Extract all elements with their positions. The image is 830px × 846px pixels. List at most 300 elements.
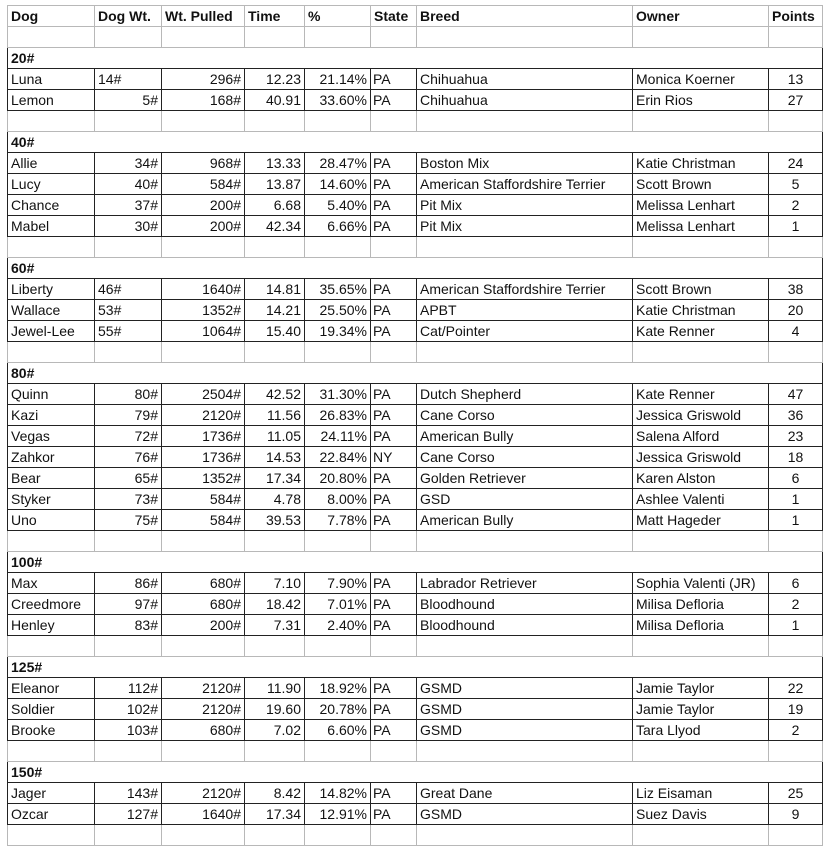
cell-breed[interactable]: Cat/Pointer [417,321,633,342]
empty-cell[interactable] [8,825,95,846]
cell-pct[interactable]: 8.00% [305,489,371,510]
cell-owner[interactable]: Ashlee Valenti [633,489,769,510]
empty-cell[interactable] [245,531,305,552]
cell-wt-pulled[interactable]: 1736# [162,426,245,447]
cell-breed[interactable]: GSMD [417,720,633,741]
empty-cell[interactable] [162,111,245,132]
cell-dog-wt[interactable]: 5# [95,90,162,111]
cell-dog[interactable]: Jager [8,783,95,804]
empty-cell[interactable] [769,636,823,657]
empty-cell[interactable] [245,27,305,48]
cell-wt-pulled[interactable]: 968# [162,153,245,174]
cell-state[interactable]: PA [371,90,417,111]
cell-wt-pulled[interactable]: 680# [162,594,245,615]
cell-dog[interactable]: Allie [8,153,95,174]
cell-owner[interactable]: Jamie Taylor [633,678,769,699]
cell-breed[interactable]: American Staffordshire Terrier [417,279,633,300]
cell-time[interactable]: 39.53 [245,510,305,531]
cell-time[interactable]: 40.91 [245,90,305,111]
cell-owner[interactable]: Katie Christman [633,300,769,321]
cell-time[interactable]: 11.56 [245,405,305,426]
cell-wt-pulled[interactable]: 584# [162,489,245,510]
cell-breed[interactable]: GSMD [417,804,633,825]
cell-points[interactable]: 38 [769,279,823,300]
cell-pct[interactable]: 25.50% [305,300,371,321]
cell-points[interactable]: 13 [769,69,823,90]
cell-pct[interactable]: 7.78% [305,510,371,531]
cell-breed[interactable]: Pit Mix [417,216,633,237]
cell-time[interactable]: 14.81 [245,279,305,300]
cell-owner[interactable]: Milisa Defloria [633,615,769,636]
empty-cell[interactable] [95,825,162,846]
cell-breed[interactable]: Bloodhound [417,594,633,615]
empty-cell[interactable] [371,27,417,48]
cell-time[interactable]: 6.68 [245,195,305,216]
cell-dog[interactable]: Luna [8,69,95,90]
cell-points[interactable]: 25 [769,783,823,804]
cell-owner[interactable]: Scott Brown [633,174,769,195]
cell-pct[interactable]: 14.82% [305,783,371,804]
cell-dog-wt[interactable]: 75# [95,510,162,531]
cell-time[interactable]: 7.02 [245,720,305,741]
cell-dog-wt[interactable]: 79# [95,405,162,426]
weight-class-label[interactable]: 40# [8,132,823,153]
empty-cell[interactable] [8,111,95,132]
cell-dog[interactable]: Eleanor [8,678,95,699]
cell-points[interactable]: 4 [769,321,823,342]
cell-state[interactable]: PA [371,216,417,237]
cell-dog-wt[interactable]: 37# [95,195,162,216]
empty-cell[interactable] [95,531,162,552]
empty-cell[interactable] [417,237,633,258]
cell-owner[interactable]: Kate Renner [633,321,769,342]
cell-dog-wt[interactable]: 55# [95,321,162,342]
cell-wt-pulled[interactable]: 1736# [162,447,245,468]
cell-dog-wt[interactable]: 127# [95,804,162,825]
cell-points[interactable]: 22 [769,678,823,699]
cell-breed[interactable]: Cane Corso [417,405,633,426]
col-header-points[interactable]: Points [769,6,823,27]
empty-cell[interactable] [8,741,95,762]
cell-pct[interactable]: 18.92% [305,678,371,699]
cell-points[interactable]: 27 [769,90,823,111]
cell-state[interactable]: PA [371,279,417,300]
empty-cell[interactable] [371,825,417,846]
cell-dog-wt[interactable]: 46# [95,279,162,300]
empty-cell[interactable] [305,342,371,363]
empty-cell[interactable] [245,741,305,762]
cell-dog[interactable]: Styker [8,489,95,510]
cell-owner[interactable]: Sophia Valenti (JR) [633,573,769,594]
cell-points[interactable]: 2 [769,195,823,216]
empty-cell[interactable] [95,741,162,762]
cell-wt-pulled[interactable]: 1640# [162,279,245,300]
empty-cell[interactable] [8,237,95,258]
cell-time[interactable]: 13.87 [245,174,305,195]
empty-cell[interactable] [371,342,417,363]
cell-dog-wt[interactable]: 86# [95,573,162,594]
cell-pct[interactable]: 31.30% [305,384,371,405]
empty-cell[interactable] [633,531,769,552]
empty-cell[interactable] [769,111,823,132]
cell-pct[interactable]: 7.01% [305,594,371,615]
cell-owner[interactable]: Monica Koerner [633,69,769,90]
cell-time[interactable]: 13.33 [245,153,305,174]
cell-breed[interactable]: American Bully [417,510,633,531]
cell-wt-pulled[interactable]: 680# [162,573,245,594]
cell-dog-wt[interactable]: 72# [95,426,162,447]
cell-time[interactable]: 14.53 [245,447,305,468]
cell-pct[interactable]: 2.40% [305,615,371,636]
cell-time[interactable]: 7.10 [245,573,305,594]
cell-dog-wt[interactable]: 143# [95,783,162,804]
cell-state[interactable]: PA [371,699,417,720]
cell-state[interactable]: PA [371,783,417,804]
cell-time[interactable]: 17.34 [245,804,305,825]
cell-wt-pulled[interactable]: 584# [162,174,245,195]
cell-wt-pulled[interactable]: 1064# [162,321,245,342]
empty-cell[interactable] [417,636,633,657]
cell-owner[interactable]: Tara Llyod [633,720,769,741]
cell-pct[interactable]: 5.40% [305,195,371,216]
col-header-dog-wt[interactable]: Dog Wt. [95,6,162,27]
cell-dog-wt[interactable]: 53# [95,300,162,321]
empty-cell[interactable] [305,636,371,657]
cell-pct[interactable]: 28.47% [305,153,371,174]
empty-cell[interactable] [769,741,823,762]
empty-cell[interactable] [633,342,769,363]
cell-points[interactable]: 20 [769,300,823,321]
cell-wt-pulled[interactable]: 2504# [162,384,245,405]
cell-wt-pulled[interactable]: 2120# [162,783,245,804]
cell-owner[interactable]: Liz Eisaman [633,783,769,804]
cell-state[interactable]: PA [371,174,417,195]
cell-time[interactable]: 12.23 [245,69,305,90]
cell-points[interactable]: 1 [769,510,823,531]
weight-class-label[interactable]: 20# [8,48,823,69]
cell-breed[interactable]: American Bully [417,426,633,447]
cell-owner[interactable]: Melissa Lenhart [633,195,769,216]
cell-wt-pulled[interactable]: 200# [162,195,245,216]
cell-breed[interactable]: Chihuahua [417,69,633,90]
empty-cell[interactable] [245,111,305,132]
empty-cell[interactable] [371,636,417,657]
cell-points[interactable]: 1 [769,216,823,237]
cell-state[interactable]: PA [371,69,417,90]
empty-cell[interactable] [633,111,769,132]
empty-cell[interactable] [162,741,245,762]
cell-state[interactable]: PA [371,195,417,216]
cell-dog[interactable]: Lucy [8,174,95,195]
weight-class-label[interactable]: 60# [8,258,823,279]
empty-cell[interactable] [769,237,823,258]
cell-dog[interactable]: Uno [8,510,95,531]
cell-owner[interactable]: Melissa Lenhart [633,216,769,237]
empty-cell[interactable] [245,237,305,258]
cell-dog-wt[interactable]: 76# [95,447,162,468]
cell-points[interactable]: 18 [769,447,823,468]
cell-breed[interactable]: American Staffordshire Terrier [417,174,633,195]
cell-dog-wt[interactable]: 30# [95,216,162,237]
cell-wt-pulled[interactable]: 584# [162,510,245,531]
empty-cell[interactable] [8,636,95,657]
empty-cell[interactable] [245,342,305,363]
empty-cell[interactable] [162,636,245,657]
cell-points[interactable]: 6 [769,573,823,594]
cell-pct[interactable]: 24.11% [305,426,371,447]
empty-cell[interactable] [769,342,823,363]
col-header-time[interactable]: Time [245,6,305,27]
empty-cell[interactable] [95,237,162,258]
empty-cell[interactable] [417,825,633,846]
cell-wt-pulled[interactable]: 680# [162,720,245,741]
col-header-breed[interactable]: Breed [417,6,633,27]
cell-owner[interactable]: Scott Brown [633,279,769,300]
empty-cell[interactable] [417,531,633,552]
cell-dog[interactable]: Lemon [8,90,95,111]
cell-time[interactable]: 42.34 [245,216,305,237]
cell-breed[interactable]: APBT [417,300,633,321]
cell-dog[interactable]: Vegas [8,426,95,447]
cell-points[interactable]: 1 [769,615,823,636]
empty-cell[interactable] [633,636,769,657]
weight-class-label[interactable]: 150# [8,762,823,783]
cell-wt-pulled[interactable]: 2120# [162,405,245,426]
cell-state[interactable]: PA [371,615,417,636]
cell-state[interactable]: PA [371,489,417,510]
cell-dog[interactable]: Ozcar [8,804,95,825]
cell-breed[interactable]: Labrador Retriever [417,573,633,594]
cell-owner[interactable]: Suez Davis [633,804,769,825]
empty-cell[interactable] [8,531,95,552]
cell-dog[interactable]: Brooke [8,720,95,741]
empty-cell[interactable] [417,111,633,132]
cell-time[interactable]: 42.52 [245,384,305,405]
weight-class-label[interactable]: 80# [8,363,823,384]
empty-cell[interactable] [245,636,305,657]
empty-cell[interactable] [245,825,305,846]
cell-state[interactable]: PA [371,405,417,426]
empty-cell[interactable] [162,531,245,552]
cell-time[interactable]: 15.40 [245,321,305,342]
empty-cell[interactable] [8,342,95,363]
cell-dog[interactable]: Max [8,573,95,594]
cell-dog[interactable]: Quinn [8,384,95,405]
cell-owner[interactable]: Jessica Griswold [633,405,769,426]
cell-wt-pulled[interactable]: 1640# [162,804,245,825]
cell-state[interactable]: PA [371,594,417,615]
cell-dog[interactable]: Creedmore [8,594,95,615]
cell-breed[interactable]: Great Dane [417,783,633,804]
cell-pct[interactable]: 22.84% [305,447,371,468]
empty-cell[interactable] [633,27,769,48]
col-header-owner[interactable]: Owner [633,6,769,27]
empty-cell[interactable] [162,825,245,846]
cell-pct[interactable]: 6.66% [305,216,371,237]
cell-points[interactable]: 2 [769,720,823,741]
cell-points[interactable]: 23 [769,426,823,447]
cell-breed[interactable]: Boston Mix [417,153,633,174]
cell-dog[interactable]: Chance [8,195,95,216]
empty-cell[interactable] [633,237,769,258]
empty-cell[interactable] [305,27,371,48]
cell-dog-wt[interactable]: 65# [95,468,162,489]
empty-cell[interactable] [633,825,769,846]
cell-state[interactable]: PA [371,384,417,405]
cell-breed[interactable]: GSMD [417,699,633,720]
empty-cell[interactable] [162,342,245,363]
cell-breed[interactable]: Pit Mix [417,195,633,216]
empty-cell[interactable] [417,741,633,762]
cell-dog-wt[interactable]: 102# [95,699,162,720]
cell-dog[interactable]: Soldier [8,699,95,720]
cell-dog[interactable]: Liberty [8,279,95,300]
cell-points[interactable]: 5 [769,174,823,195]
cell-dog[interactable]: Wallace [8,300,95,321]
cell-points[interactable]: 19 [769,699,823,720]
cell-time[interactable]: 11.05 [245,426,305,447]
cell-dog-wt[interactable]: 83# [95,615,162,636]
cell-state[interactable]: PA [371,468,417,489]
cell-state[interactable]: PA [371,510,417,531]
cell-state[interactable]: PA [371,573,417,594]
cell-pct[interactable]: 12.91% [305,804,371,825]
cell-time[interactable]: 8.42 [245,783,305,804]
cell-points[interactable]: 36 [769,405,823,426]
empty-cell[interactable] [371,531,417,552]
empty-cell[interactable] [769,27,823,48]
cell-pct[interactable]: 26.83% [305,405,371,426]
cell-dog[interactable]: Bear [8,468,95,489]
empty-cell[interactable] [95,636,162,657]
cell-time[interactable]: 19.60 [245,699,305,720]
weight-class-label[interactable]: 125# [8,657,823,678]
cell-pct[interactable]: 7.90% [305,573,371,594]
cell-pct[interactable]: 35.65% [305,279,371,300]
cell-state[interactable]: PA [371,426,417,447]
cell-time[interactable]: 18.42 [245,594,305,615]
cell-points[interactable]: 47 [769,384,823,405]
cell-wt-pulled[interactable]: 168# [162,90,245,111]
cell-state[interactable]: NY [371,447,417,468]
cell-breed[interactable]: Dutch Shepherd [417,384,633,405]
cell-dog[interactable]: Kazi [8,405,95,426]
cell-dog[interactable]: Zahkor [8,447,95,468]
cell-dog-wt[interactable]: 14# [95,69,162,90]
col-header-state[interactable]: State [371,6,417,27]
cell-owner[interactable]: Kate Renner [633,384,769,405]
cell-state[interactable]: PA [371,300,417,321]
cell-points[interactable]: 9 [769,804,823,825]
empty-cell[interactable] [371,237,417,258]
cell-owner[interactable]: Karen Alston [633,468,769,489]
cell-owner[interactable]: Jamie Taylor [633,699,769,720]
empty-cell[interactable] [95,27,162,48]
empty-cell[interactable] [305,741,371,762]
cell-pct[interactable]: 20.78% [305,699,371,720]
empty-cell[interactable] [8,27,95,48]
empty-cell[interactable] [95,111,162,132]
cell-owner[interactable]: Matt Hageder [633,510,769,531]
empty-cell[interactable] [305,825,371,846]
cell-breed[interactable]: Chihuahua [417,90,633,111]
empty-cell[interactable] [371,741,417,762]
empty-cell[interactable] [633,741,769,762]
cell-dog-wt[interactable]: 103# [95,720,162,741]
cell-points[interactable]: 24 [769,153,823,174]
cell-state[interactable]: PA [371,321,417,342]
cell-state[interactable]: PA [371,804,417,825]
cell-dog[interactable]: Jewel-Lee [8,321,95,342]
col-header-wt-pulled[interactable]: Wt. Pulled [162,6,245,27]
cell-time[interactable]: 14.21 [245,300,305,321]
cell-breed[interactable]: GSMD [417,678,633,699]
cell-wt-pulled[interactable]: 1352# [162,468,245,489]
cell-breed[interactable]: GSD [417,489,633,510]
cell-time[interactable]: 17.34 [245,468,305,489]
empty-cell[interactable] [371,111,417,132]
cell-dog[interactable]: Henley [8,615,95,636]
cell-pct[interactable]: 33.60% [305,90,371,111]
cell-time[interactable]: 4.78 [245,489,305,510]
cell-state[interactable]: PA [371,720,417,741]
empty-cell[interactable] [305,237,371,258]
empty-cell[interactable] [162,27,245,48]
cell-points[interactable]: 1 [769,489,823,510]
cell-dog-wt[interactable]: 34# [95,153,162,174]
empty-cell[interactable] [769,531,823,552]
cell-dog-wt[interactable]: 40# [95,174,162,195]
cell-pct[interactable]: 21.14% [305,69,371,90]
cell-wt-pulled[interactable]: 200# [162,615,245,636]
empty-cell[interactable] [417,342,633,363]
col-header-pct[interactable]: % [305,6,371,27]
cell-owner[interactable]: Salena Alford [633,426,769,447]
cell-state[interactable]: PA [371,678,417,699]
cell-dog-wt[interactable]: 80# [95,384,162,405]
cell-wt-pulled[interactable]: 296# [162,69,245,90]
cell-points[interactable]: 6 [769,468,823,489]
cell-time[interactable]: 11.90 [245,678,305,699]
empty-cell[interactable] [417,27,633,48]
cell-dog[interactable]: Mabel [8,216,95,237]
cell-owner[interactable]: Jessica Griswold [633,447,769,468]
cell-pct[interactable]: 6.60% [305,720,371,741]
empty-cell[interactable] [769,825,823,846]
cell-owner[interactable]: Milisa Defloria [633,594,769,615]
cell-state[interactable]: PA [371,153,417,174]
col-header-dog[interactable]: Dog [8,6,95,27]
cell-dog-wt[interactable]: 112# [95,678,162,699]
cell-time[interactable]: 7.31 [245,615,305,636]
cell-owner[interactable]: Katie Christman [633,153,769,174]
cell-wt-pulled[interactable]: 200# [162,216,245,237]
empty-cell[interactable] [95,342,162,363]
cell-wt-pulled[interactable]: 2120# [162,678,245,699]
weight-class-label[interactable]: 100# [8,552,823,573]
cell-pct[interactable]: 20.80% [305,468,371,489]
empty-cell[interactable] [305,531,371,552]
cell-pct[interactable]: 14.60% [305,174,371,195]
cell-breed[interactable]: Cane Corso [417,447,633,468]
empty-cell[interactable] [162,237,245,258]
cell-dog-wt[interactable]: 97# [95,594,162,615]
cell-wt-pulled[interactable]: 1352# [162,300,245,321]
empty-cell[interactable] [305,111,371,132]
cell-wt-pulled[interactable]: 2120# [162,699,245,720]
cell-breed[interactable]: Golden Retriever [417,468,633,489]
cell-points[interactable]: 2 [769,594,823,615]
